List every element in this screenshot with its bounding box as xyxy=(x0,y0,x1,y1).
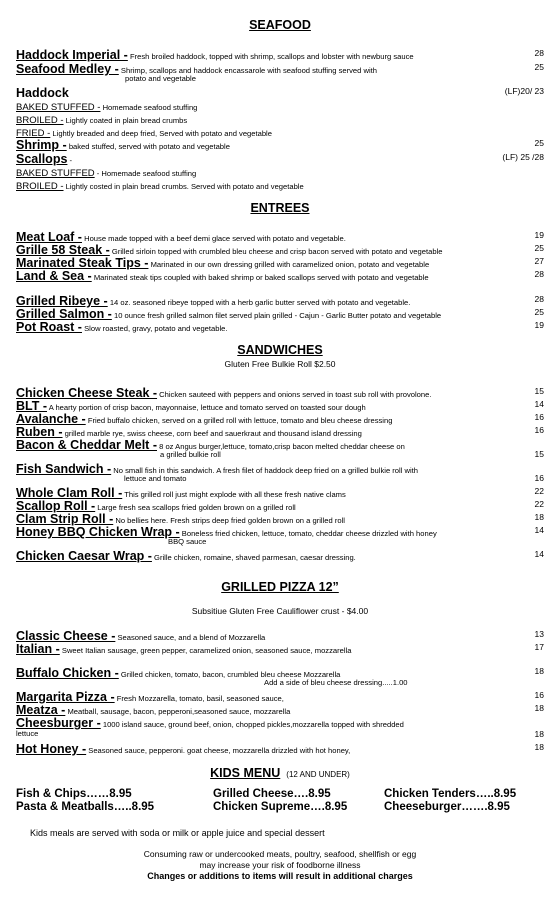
option-label: BAKED STUFFED xyxy=(16,168,95,179)
item-price: 25 xyxy=(534,62,544,72)
menu-item xyxy=(16,436,544,450)
item-name: Scallop Roll - xyxy=(16,499,96,513)
item-price: 18 xyxy=(534,703,544,713)
pizza-title: GRILLED PIZZA 12” xyxy=(221,580,339,594)
item-price: 16 xyxy=(534,473,544,483)
item-name: Scallops xyxy=(16,152,68,166)
item-desc: Grilled sirloin topped with crumbled bleu cheese and crisp bacon served with potato and vegetable xyxy=(109,247,443,256)
item-name: Avalanche - xyxy=(16,412,86,426)
menu-item xyxy=(16,384,544,398)
menu-item xyxy=(16,60,544,74)
menu-item xyxy=(16,547,544,561)
menu-item xyxy=(16,740,544,754)
menu-item xyxy=(16,497,544,511)
item-name: Grille 58 Steak - xyxy=(16,243,110,257)
item-price: 15 xyxy=(534,449,544,459)
item-price: 28 xyxy=(534,294,544,304)
menu-item xyxy=(16,410,544,424)
item-desc: Sweet Italian sausage, green pepper, caramelized onion, seasoned sauce, mozzarella xyxy=(59,646,352,655)
item-desc: Grilled chicken, tomato, bacon, crumbled bleu cheese Mozzarella xyxy=(118,670,341,679)
seafood-title: SEAFOOD xyxy=(249,18,311,32)
item-price: 16 xyxy=(534,425,544,435)
item-price: 19 xyxy=(534,230,544,240)
kids-item: Fish & Chips……8.95 xyxy=(16,788,132,800)
item-desc: This grilled roll just might explode with all these fresh native clams xyxy=(122,490,346,499)
item-desc: 8 oz Angus burger,lettuce, tomato,crisp bacon melted cheddar cheese on xyxy=(157,442,405,451)
item-price: 16 xyxy=(534,690,544,700)
menu-item xyxy=(16,523,544,537)
item-desc: Boneless fried chicken, lettuce, tomato, cheddar cheese drizzled with honey xyxy=(179,529,437,538)
item-desc: Marinated in our own dressing grilled with caramelized onion, potato and vegetable xyxy=(148,260,430,269)
menu-item xyxy=(16,241,544,255)
option-row xyxy=(16,97,544,111)
option-label: BROILED - xyxy=(16,115,64,126)
item-name: Haddock Imperial - xyxy=(16,48,128,62)
kids-item: Grilled Cheese….8.95 xyxy=(213,788,331,800)
item-name: Honey BBQ Chicken Wrap - xyxy=(16,525,180,539)
option-row xyxy=(16,176,544,190)
sandwiches-title: SANDWICHES xyxy=(237,343,323,357)
item-price: 14 xyxy=(534,549,544,559)
item-price: 22 xyxy=(534,499,544,509)
item-price: 25 xyxy=(534,138,544,148)
item-price: 27 xyxy=(534,256,544,266)
item-desc-cont: lettuce and tomato xyxy=(124,474,187,483)
item-name: Fish Sandwich - xyxy=(16,462,112,476)
item-desc: 1000 island sauce, ground beef, onion, chopped pickles,mozzarella topped with shredded xyxy=(100,720,404,729)
pizza-note: Subsitiue Gluten Free Cauliflower crust - $4.00 xyxy=(191,606,369,616)
item-name: Chicken Cheese Steak - xyxy=(16,386,158,400)
option-text: Lightly coated in plain bread crumbs xyxy=(63,116,188,125)
item-name: Land & Sea - xyxy=(16,269,92,283)
menu-item xyxy=(16,664,544,678)
item-name: Bacon & Cheddar Melt - xyxy=(16,438,157,452)
kids-title-row xyxy=(0,764,560,782)
item-price: 25 xyxy=(534,307,544,317)
option-label: BROILED - xyxy=(16,181,64,192)
item-desc: Large fresh sea scallops fried golden brown on a grilled roll xyxy=(95,503,296,512)
item-price: 28 xyxy=(534,48,544,58)
item-price: 25 xyxy=(534,243,544,253)
item-name: Pot Roast - xyxy=(16,320,82,334)
item-price: 18 xyxy=(534,512,544,522)
menu-item xyxy=(16,46,544,60)
menu-item xyxy=(16,627,544,641)
item-name: Shrimp - xyxy=(16,138,67,152)
item-desc: Chicken sauteed with peppers and onions served in toast sub roll with provolone. xyxy=(157,390,432,399)
item-name: Whole Clam Roll - xyxy=(16,486,123,500)
item-name: Margarita Pizza - xyxy=(16,690,115,704)
item-name: Cheesburger - xyxy=(16,716,101,730)
option-row xyxy=(16,163,544,177)
item-desc: Shrimp, scallops and haddock encassarole with seafood stuffing served with xyxy=(118,66,377,75)
menu-item xyxy=(16,254,544,268)
kids-title: KIDS MENU xyxy=(210,766,281,780)
option-label: FRIED - xyxy=(16,128,51,139)
item-price: (LF)20/ 23 xyxy=(504,86,544,96)
kids-item: Pasta & Meatballs…..8.95 xyxy=(16,801,155,813)
option-label: BAKED STUFFED - xyxy=(16,102,101,113)
item-price: 28 xyxy=(534,269,544,279)
item-desc-cont: lettuce xyxy=(16,729,39,738)
item-desc: - xyxy=(67,156,73,165)
item-desc: Seasoned sauce, and a blend of Mozzarella xyxy=(115,633,266,642)
kids-item: Cheeseburger…….8.95 xyxy=(384,801,510,813)
option-text: Homemade seafood stuffing xyxy=(100,103,198,112)
item-price: 17 xyxy=(534,642,544,652)
item-price: 22 xyxy=(534,486,544,496)
kids-item: Chicken Supreme….8.95 xyxy=(213,801,348,813)
item-desc: 10 ounce fresh grilled salmon filet served plain grilled - Cajun - Garlic Butter potato and vegetable xyxy=(111,311,442,320)
option-text: Lightly costed in plain bread crumbs. Served with potato and vegetable xyxy=(63,182,304,191)
entrees-title: ENTREES xyxy=(250,201,310,215)
menu-item xyxy=(16,292,544,306)
kids-age: (12 AND UNDER) xyxy=(286,770,350,779)
item-desc: A hearty portion of crisp bacon, mayonnaise, lettuce and tomato served on toasted sour dough xyxy=(47,403,366,412)
kids-note: Kids meals are served with soda or milk or apple juice and special dessert xyxy=(30,828,325,838)
footer-changes: Changes or additions to items will result in additional charges xyxy=(147,871,413,881)
item-name: Marinated Steak Tips - xyxy=(16,256,149,270)
option-text: Lightly breaded and deep fried, Served with potato and vegetable xyxy=(50,129,272,138)
item-price: 14 xyxy=(534,399,544,409)
item-name: Buffalo Chicken - xyxy=(16,666,119,680)
item-price: 16 xyxy=(534,412,544,422)
item-name: Seafood Medley - xyxy=(16,62,119,76)
item-desc: Fresh Mozzarella, tomato, basil, seasoned sauce, xyxy=(114,694,284,703)
item-price: 18 xyxy=(534,742,544,752)
option-text: - Homemade seafood stuffing xyxy=(94,169,197,178)
menu-item xyxy=(16,397,544,411)
menu-item xyxy=(16,484,544,498)
menu-item xyxy=(16,460,544,474)
item-desc: baked stuffed, served with potato and vegetable xyxy=(66,142,230,151)
menu-item xyxy=(16,228,544,242)
item-desc: Marinated steak tips coupled with baked shrimp or baked scallops served with potato and vegetable xyxy=(91,273,429,282)
menu-item xyxy=(16,423,544,437)
item-name: Grilled Salmon - xyxy=(16,307,112,321)
menu-item xyxy=(16,318,544,332)
item-name: Meatza - xyxy=(16,703,66,717)
kids-item: Chicken Tenders…..8.95 xyxy=(384,788,517,800)
item-price: 18 xyxy=(534,729,544,739)
menu-item xyxy=(16,640,544,654)
item-desc: grilled marble rye, swiss cheese, corn beef and sauerkraut and thousand island dressing xyxy=(62,429,362,438)
item-price: 19 xyxy=(534,320,544,330)
item-desc: Grille chicken, romaine, shaved parmesan, caesar dressing. xyxy=(151,553,356,562)
item-desc: 14 oz. seasoned ribeye topped with a herb garlic butter served with potato and vegetable. xyxy=(107,298,411,307)
item-price: 18 xyxy=(534,666,544,676)
item-desc: Seasoned sauce, pepperoni. goat cheese, mozzarella drizzled with hot honey, xyxy=(86,746,351,755)
item-desc: Slow roasted, gravy, potato and vegetable. xyxy=(81,324,228,333)
item-name: Hot Honey - xyxy=(16,742,87,756)
option-row xyxy=(16,110,544,124)
item-name: Chicken Caesar Wrap - xyxy=(16,549,152,563)
sandwiches-note: Gluten Free Bulkie Roll $2.50 xyxy=(224,359,336,369)
item-desc: Fresh broiled haddock, topped with shrimp, scallops and lobster with newburg sauce xyxy=(127,52,414,61)
menu-item xyxy=(16,510,544,524)
item-price: 15 xyxy=(534,386,544,396)
menu-item xyxy=(16,267,544,281)
option-row xyxy=(16,123,544,137)
item-desc: Meatball, sausage, bacon, pepperoni,seasoned sauce, mozzarella xyxy=(65,707,291,716)
item-name: Classic Cheese - xyxy=(16,629,116,643)
item-desc: No small fish in this sandwich. A fresh filet of haddock deep fried on a grilled bulkie roll with xyxy=(111,466,419,475)
item-desc-cont: BBQ sauce xyxy=(168,537,207,546)
menu-item xyxy=(16,305,544,319)
item-name: Clam Strip Roll - xyxy=(16,512,114,526)
menu-item xyxy=(16,150,544,164)
menu-item xyxy=(16,701,544,715)
item-name: Haddock xyxy=(16,86,69,100)
item-desc: Fried buffalo chicken, served on a grilled roll with lettuce, tomato and bleu cheese dressing xyxy=(85,416,393,425)
item-desc: No bellies here. Fresh strips deep fried golden brown on a grilled roll xyxy=(113,516,345,525)
item-desc-cont: a grilled bulkie roll xyxy=(160,450,221,459)
menu-item xyxy=(16,714,544,728)
item-name: Meat Loaf - xyxy=(16,230,82,244)
item-price: 13 xyxy=(534,629,544,639)
item-price: (LF) 25 /28 xyxy=(502,152,544,162)
menu-item xyxy=(16,84,544,98)
item-name: Ruben - xyxy=(16,425,63,439)
item-desc-cont: potato and vegetable xyxy=(125,74,196,83)
menu-item xyxy=(16,688,544,702)
item-name: BLT - xyxy=(16,399,48,413)
menu-item xyxy=(16,136,544,150)
item-desc: House made topped with a beef demi glace served with potato and vegetable. xyxy=(81,234,346,243)
item-name: Grilled Ribeye - xyxy=(16,294,108,308)
item-price: 14 xyxy=(534,525,544,535)
item-name: Italian - xyxy=(16,642,60,656)
footer-warning-1: Consuming raw or undercooked meats, poultry, seafood, shellfish or egg xyxy=(143,849,417,859)
footer-warning-2: may increase your risk of foodborne illness xyxy=(199,860,361,870)
item-desc-cont: Add a side of bleu cheese dressing.....1.00 xyxy=(264,678,408,687)
